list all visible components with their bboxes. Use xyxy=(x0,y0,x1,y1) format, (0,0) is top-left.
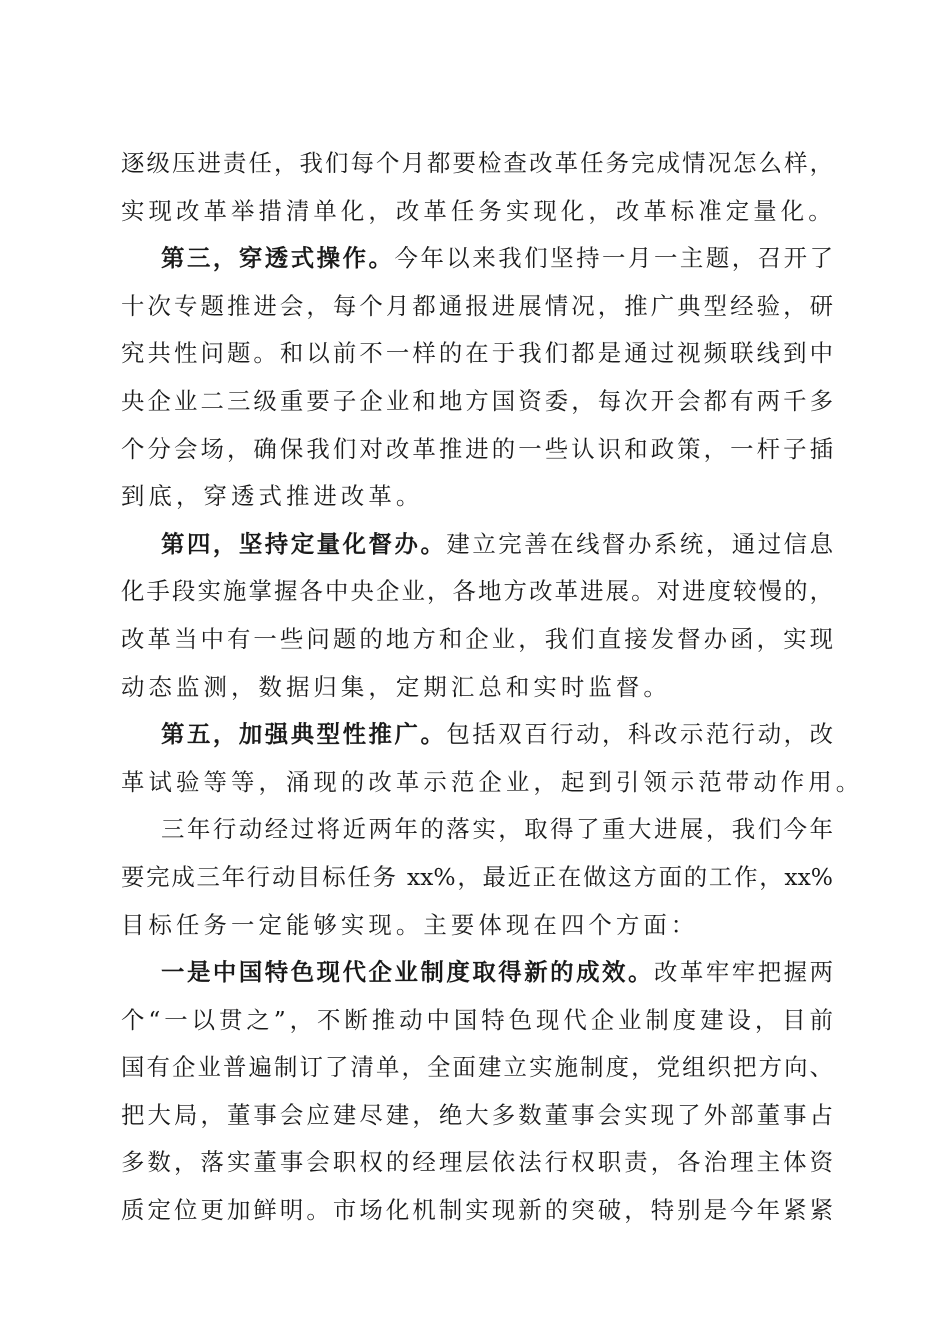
text-line: 质定位更加鲜明。市场化机制实现新的突破，特别是今年紧紧 xyxy=(121,1196,833,1225)
text-run: 今年以来我们坚持一月一主题，召开了 xyxy=(394,244,833,273)
text-line: 要完成三年行动目标任务 xx%，最近正在做这方面的工作，xx% xyxy=(121,862,833,891)
paragraph-first-line xyxy=(121,711,833,759)
text-line: 目标任务一定能够实现。主要体现在四个方面： xyxy=(121,910,699,939)
paragraph-first-line: 三年行动经过将近两年的落实，取得了重大进展，我们今年 xyxy=(161,815,833,844)
text-line: 十次专题推进会，每个月都通报进展情况，推广典型经验，研 xyxy=(121,291,833,320)
text-line: 究共性问题。和以前不一样的在于我们都是通过视频联线到中 xyxy=(121,339,833,368)
text-line: 多数，落实董事会职权的经理层依法行权职责，各治理主体资 xyxy=(121,1148,833,1177)
paragraph-heading: 一是中国特色现代企业制度取得新的成效。 xyxy=(161,958,654,987)
paragraph-first-line xyxy=(121,949,833,997)
paragraph-heading: 第五，加强典型性推广。 xyxy=(161,720,447,749)
text-line: 国有企业普遍制订了清单，全面建立实施制度，党组织把方向、 xyxy=(121,1053,833,1082)
text-line: 央企业二三级重要子企业和地方国资委，每次开会都有两千多 xyxy=(121,386,833,415)
document-body xyxy=(121,140,864,1235)
text-line: 个“一以贯之”，不断推动中国特色现代企业制度建设，目前 xyxy=(121,1005,833,1034)
text-line: 革试验等等，涌现的改革示范企业，起到引领示范带动作用。 xyxy=(121,767,864,796)
paragraph-first-line xyxy=(121,521,833,569)
text-run: 建立完善在线督办系统，通过信息 xyxy=(446,529,833,558)
text-run: 包括双百行动，科改示范行动，改 xyxy=(446,720,833,749)
text-line: 把大局，董事会应建尽建，绝大多数董事会实现了外部董事占 xyxy=(121,1100,833,1129)
text-line: 动态监测，数据归集，定期汇总和实时监督。 xyxy=(121,672,671,701)
text-run: 改革牢牢把握两 xyxy=(653,958,833,987)
text-line: 实现改革举措清单化，改革任务实现化，改革标准定量化。 xyxy=(121,196,836,225)
paragraph-heading: 第四，坚持定量化督办。 xyxy=(161,529,447,558)
text-line: 个分会场，确保我们对改革推进的一些认识和政策，一杆子插 xyxy=(121,434,833,463)
text-line: 逐级压进责任，我们每个月都要检查改革任务完成情况怎么样， xyxy=(121,149,833,177)
paragraph-heading: 第三，穿透式操作。 xyxy=(161,244,395,273)
text-line: 到底，穿透式推进改革。 xyxy=(121,482,424,511)
text-line: 改革当中有一些问题的地方和企业，我们直接发督办函，实现 xyxy=(121,624,833,653)
text-line: 化手段实施掌握各中央企业，各地方改革进展。对进度较慢的， xyxy=(121,577,833,606)
paragraph-first-line xyxy=(121,235,833,283)
